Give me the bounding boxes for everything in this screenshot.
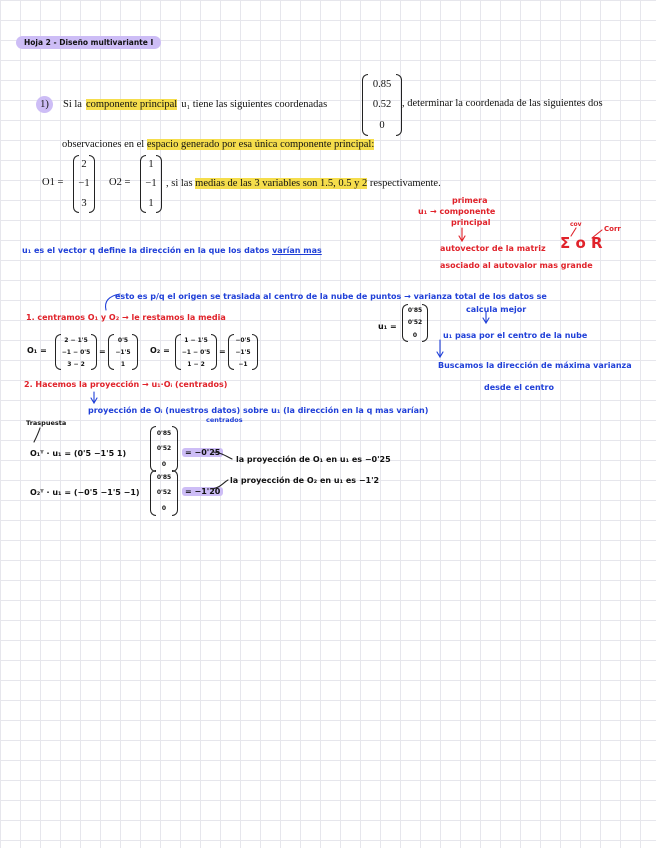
dot-product-1-result: = −0'25 bbox=[182, 448, 223, 457]
note-sigma-o-r: Σ o R bbox=[560, 234, 603, 252]
dot-product-2-note: la proyección de O₂ en u₁ es −1'2 bbox=[230, 476, 380, 485]
note-varian-mas: varían mas bbox=[272, 246, 322, 255]
problem-line2-text: observaciones en el bbox=[62, 139, 145, 150]
highlight-medias: medias de las 3 variables son 1.5, 0.5 y 2 bbox=[195, 178, 368, 189]
u1-vector: 0'85 0'52 0 bbox=[402, 304, 428, 342]
note-primera: primera bbox=[452, 196, 488, 205]
arrow-corr bbox=[592, 230, 602, 238]
step-2-label: 2. Hacemos la proyección → u₁·Oᵢ (centrados) bbox=[24, 380, 228, 389]
highlight-componente-principal: componente principal bbox=[85, 99, 178, 110]
dot2-u1-vector: 0'85 0'52 0 bbox=[150, 470, 178, 516]
problem-text-b: u₁ tiene las siguientes coordenadas bbox=[181, 99, 328, 110]
o2-vector: 1 −1 1 bbox=[140, 155, 162, 213]
u1-coordinates-vector: 0.85 0.52 0 bbox=[362, 74, 402, 136]
page-title: Hoja 2 - Diseño multivariante I bbox=[16, 36, 161, 49]
note-esto-es: esto es p/q el origen se traslada al centro de la nube de puntos → varianza total de los datos se bbox=[115, 292, 547, 301]
o2-label: O2 = bbox=[109, 177, 131, 188]
note-principal: principal bbox=[451, 218, 491, 227]
arrow-cov bbox=[571, 228, 576, 236]
o2-centered-label: O₂ = bbox=[150, 346, 170, 355]
note-calcula-mejor: calcula mejor bbox=[466, 305, 527, 314]
note-proyeccion: proyección de Oᵢ (nuestros datos) sobre u₁ (la dirección en la q mas varían) bbox=[88, 406, 429, 415]
note-traspuesta: Traspuesta bbox=[26, 419, 67, 427]
highlight-espacio-generado: espacio generado por esa única componente principal: bbox=[146, 139, 375, 150]
note-corr: Corr bbox=[604, 225, 621, 233]
dot1-u1-vector: 0'85 0'52 0 bbox=[150, 426, 178, 472]
dot-product-1: O₁ᵀ · u₁ = (0'5 −1'5 1) bbox=[30, 449, 127, 458]
note-u1-pasa: u₁ pasa por el centro de la nube bbox=[443, 331, 588, 340]
problem-line-3: , si las medias de las 3 variables son 1.5, 0.5 y 2 respectivamente. bbox=[166, 178, 441, 189]
note-cov: cov bbox=[570, 221, 582, 228]
note-asociado: asociado al autovalor mas grande bbox=[440, 261, 593, 270]
arrow-traspuesta bbox=[34, 428, 40, 442]
step-1-label: 1. centramos O₁ y O₂ → le restamos la media bbox=[26, 313, 226, 322]
o1-centered-vector-b: 0'5 −1'5 1 bbox=[108, 334, 138, 370]
arrow-dot2-note bbox=[212, 480, 228, 489]
note-u1-componente: u₁ → componente bbox=[418, 207, 496, 216]
dot-product-1-note: la proyección de O₁ en u₁ es −0'25 bbox=[236, 455, 391, 464]
dot-product-2: O₂ᵀ · u₁ = (−0'5 −1'5 −1) bbox=[30, 488, 140, 497]
note-autovector: autovector de la matriz bbox=[440, 244, 546, 253]
problem-text-c: , determinar la coordenada de las siguientes dos bbox=[402, 98, 603, 109]
problem-number: 1) bbox=[36, 96, 53, 113]
o1-centered-label: O₁ = bbox=[27, 346, 47, 355]
dot-product-2-result: = −1'20 bbox=[182, 487, 223, 496]
note-buscamos: Buscamos la dirección de máxima varianza bbox=[438, 361, 632, 370]
arrow-esto-es bbox=[106, 294, 120, 310]
u1-vector-label: u₁ = bbox=[378, 322, 397, 331]
note-u1-definition: u₁ es el vector q define la dirección en la que los datos varían mas bbox=[22, 246, 322, 255]
o1-centered-vector-a: 2 − 1'5 −1 − 0'5 3 − 2 bbox=[55, 334, 97, 370]
o2-centered-vector-a: 1 − 1'5 −1 − 0'5 1 − 2 bbox=[175, 334, 217, 370]
note-desde-centro: desde el centro bbox=[484, 383, 554, 392]
arrow-dot1-note bbox=[212, 452, 232, 459]
o1-label: O1 = bbox=[42, 177, 64, 188]
o2-centered-vector-b: −0'5 −1'5 −1 bbox=[228, 334, 258, 370]
note-centrados: centrados bbox=[206, 416, 243, 424]
o1-vector: 2 −1 3 bbox=[73, 155, 95, 213]
problem-text-a: Si la bbox=[63, 99, 82, 110]
